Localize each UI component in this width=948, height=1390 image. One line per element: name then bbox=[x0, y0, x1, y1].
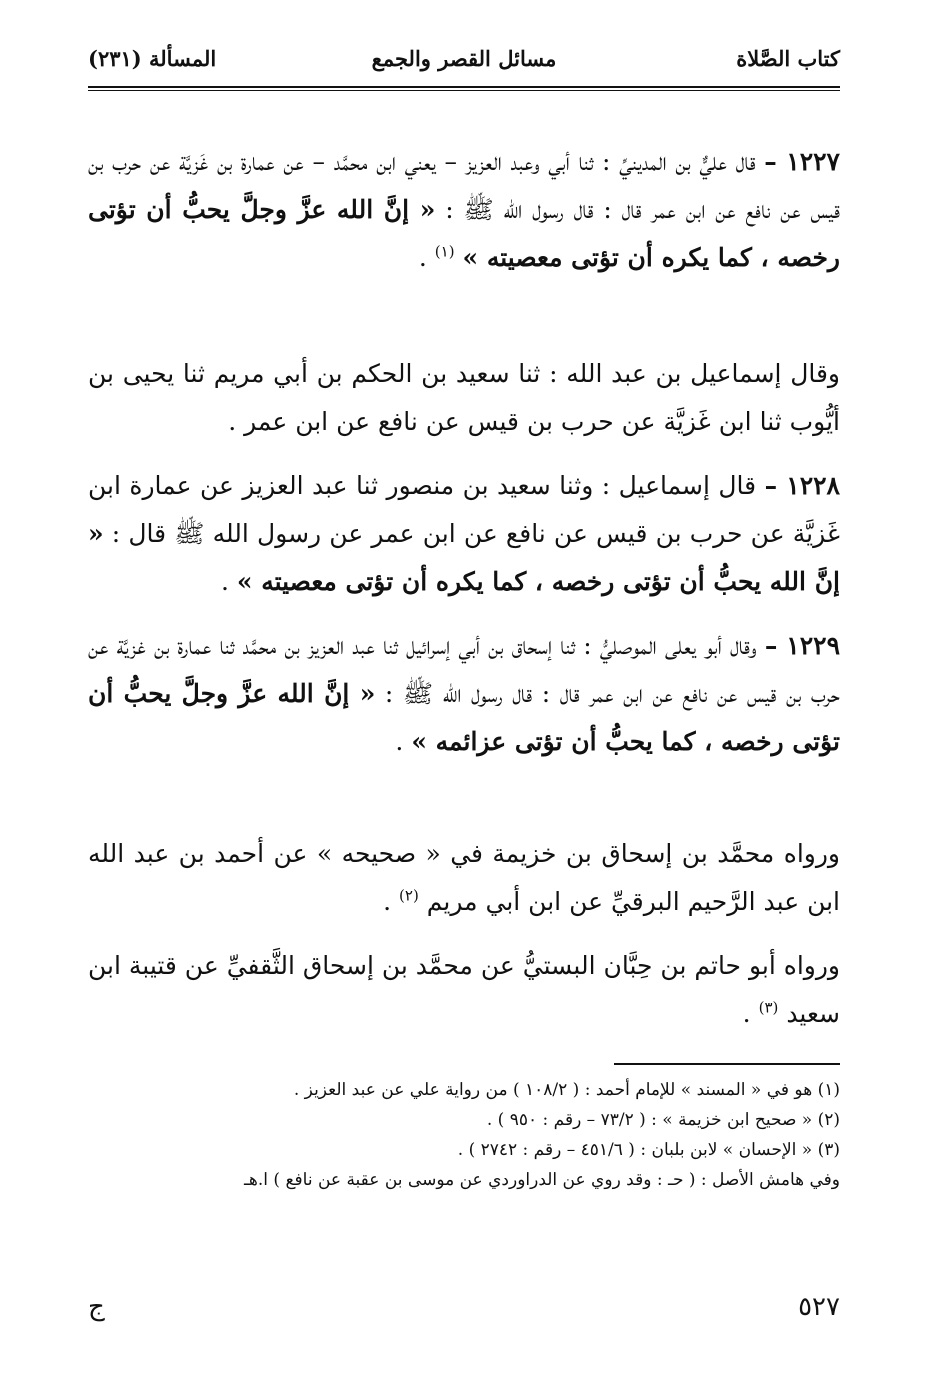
footnote-3: (٣) « الإحسان » لابن بلبان : ( ٤٥١/٦ – رقم : ٢٧٤٢ ) . bbox=[457, 1140, 840, 1160]
period: . bbox=[742, 999, 759, 1028]
period: . bbox=[220, 567, 237, 596]
hadith-1228 bbox=[88, 462, 840, 606]
hadith-quote: « إنَّ الله عزَّ وجلَّ يحبُّ أن تؤتى رخصه ، كما يكره أن تؤتى معصيته » bbox=[88, 195, 840, 272]
footnote-ref: (١) bbox=[434, 242, 455, 261]
period: . bbox=[395, 727, 412, 756]
header-rule bbox=[88, 86, 840, 91]
footnote-2: (٢) « صحيح ابن خزيمة » : ( ٧٣/٢ – رقم : ٩٥٠ ) . bbox=[486, 1110, 840, 1130]
signature-mark: ج bbox=[88, 1292, 105, 1322]
chain-paragraph bbox=[88, 350, 840, 446]
section-title: مسائل القصر والجمع bbox=[371, 46, 557, 71]
chain-text: وقال إسماعيل بن عبد الله : ثنا سعيد بن الحكم بن أبي مريم ثنا يحيى بن أيُّوب ثنا ابن غَزيَّة عن حرب بن قيس عن نافع عن ابن عمر . bbox=[88, 359, 840, 436]
hadith-1229 bbox=[88, 622, 840, 766]
page-number: ٥٢٧ bbox=[798, 1292, 840, 1322]
hadith-text: قال عليٌّ بن المدينيِّ : ثنا أبي وعبد العزيز – يعني ابن محمَّد – عن عمارة بن غَزيَّة عن حرب بن قيس عن نافع عن ابن عمر قال : قال رسول الله ﷺ : bbox=[88, 147, 840, 224]
footnote-ref: (٣) bbox=[758, 998, 779, 1017]
period: . bbox=[418, 243, 435, 272]
narration-text: ورواه محمَّد بن إسحاق بن خزيمة في « صحيحه » عن أحمد بن عبد الله ابن عبد الرَّحيم البرقيِّ عن ابن أبي مريم bbox=[88, 839, 840, 916]
hadith-text: وقال أبو يعلى الموصليُّ : ثنا إسحاق بن أبي إسرائيل ثنا عبد العزيز بن محمَّد ثنا عمارة بن غزيَّة عن حرب بن قيس عن نافع عن ابن عمر قال : قال رسول الله ﷺ : bbox=[88, 631, 840, 708]
narration-paragraph bbox=[88, 830, 840, 926]
footnote-1: (١) هو في « المسند » للإمام أحمد : ( ١٠٨/٢ ) من رواية علي عن عبد العزيز . bbox=[293, 1080, 840, 1100]
hadith-quote: « إنَّ الله عزَّ وجلَّ يحبُّ أن تؤتى رخصه ، كما يحبُّ أن تؤتى عزائمه » bbox=[88, 679, 840, 756]
narration-text: ورواه أبو حاتم بن حِبَّان البستيُّ عن محمَّد بن إسحاق الثَّقفيِّ عن قتيبة ابن سعيد bbox=[87, 951, 840, 1028]
hadith-1227 bbox=[88, 138, 840, 282]
footnote-ref: (٢) bbox=[399, 886, 419, 905]
narration-paragraph bbox=[88, 942, 840, 1038]
hadith-number: ١٢٢٨ – bbox=[764, 471, 840, 500]
hadith-text: قال إسماعيل : وثنا سعيد بن منصور ثنا عبد العزيز عن عمارة ابن غَزيَّة عن حرب بن قيس عن نافع عن ابن عمر عن رسول الله ﷺ قال : bbox=[88, 471, 840, 548]
period: . bbox=[383, 887, 400, 916]
margin-note: وفي هامش الأصل : ( حـ : وقد روي عن الدراوردي عن موسى بن عقبة عن نافع ) ا.هـ bbox=[243, 1170, 840, 1190]
book-title: كتاب الصَّلاة bbox=[736, 46, 840, 71]
issue-number: المسألة (٢٣١) bbox=[88, 46, 217, 71]
footnotes bbox=[88, 1075, 840, 1195]
running-header bbox=[88, 40, 840, 80]
hadith-number: ١٢٢٩ – bbox=[764, 631, 840, 660]
footnote-rule bbox=[614, 1063, 840, 1065]
hadith-number: ١٢٢٧ – bbox=[764, 147, 840, 176]
hadith-quote: « إنَّ الله يحبُّ أن تؤتى رخصه ، كما يكره أن تؤتى معصيته » bbox=[88, 519, 840, 596]
